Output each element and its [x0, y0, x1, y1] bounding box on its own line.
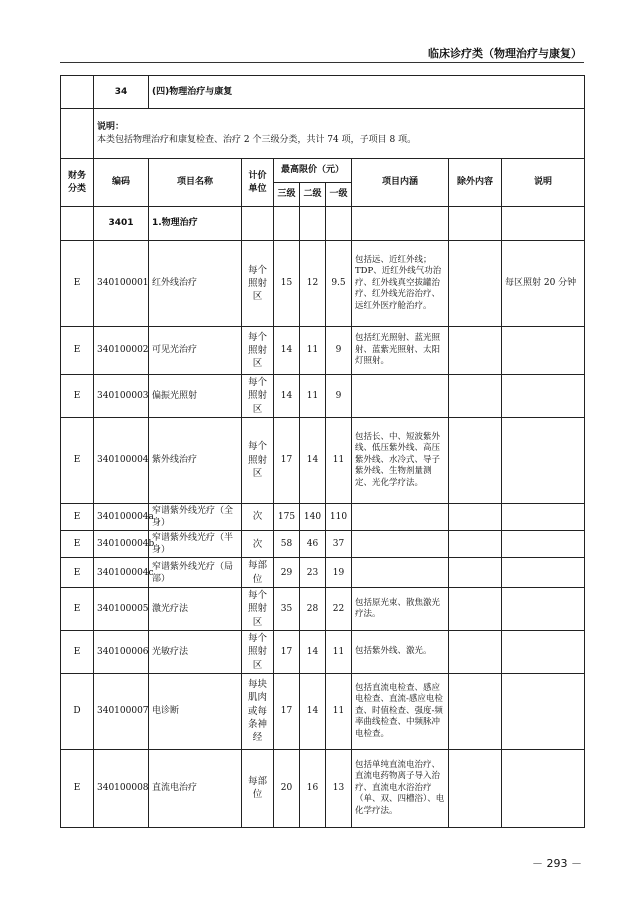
row-price-level1: 9	[326, 327, 352, 375]
table-row	[61, 558, 585, 588]
row-content	[352, 531, 449, 558]
row-name: 可见光治疗	[149, 327, 242, 375]
note-cell	[94, 109, 585, 159]
row-name: 光敏疗法	[149, 630, 242, 673]
row-price-level1: 19	[326, 558, 352, 588]
row-category: E	[61, 558, 94, 588]
row-remarks	[502, 588, 585, 631]
row-code: 340100004	[94, 417, 149, 503]
col-code: 编码	[94, 159, 149, 207]
row-price-level1: 13	[326, 749, 352, 827]
row-price-level2: 23	[300, 558, 326, 588]
row-remarks: 每区照射 20 分钟	[502, 241, 585, 327]
row-unit: 每部位	[242, 749, 274, 827]
row-category: E	[61, 327, 94, 375]
row-remarks	[502, 673, 585, 749]
table-row	[61, 375, 585, 418]
row-name: 窄谱紫外线光疗（半身）	[149, 531, 242, 558]
subsection-row	[61, 207, 585, 241]
row-unit: 每部位	[242, 558, 274, 588]
row-exclusions	[449, 558, 502, 588]
col-unit: 计价单位	[242, 159, 274, 207]
row-name: 直流电治疗	[149, 749, 242, 827]
row-exclusions	[449, 327, 502, 375]
row-price-level1: 9.5	[326, 241, 352, 327]
row-name: 窄谱紫外线光疗（全身）	[149, 503, 242, 530]
page-number: － 293 －	[532, 857, 582, 870]
table-row	[61, 241, 585, 327]
row-unit: 每个照射区	[242, 241, 274, 327]
row-price-level2: 140	[300, 503, 326, 530]
row-price-level2: 11	[300, 327, 326, 375]
row-code: 340100004a	[94, 503, 149, 530]
note-text: 本类包括物理治疗和康复检查、治疗 2 个三级分类，共计 74 项，子项目 8 项。	[97, 134, 417, 145]
section-code: 34	[94, 76, 149, 109]
row-price-level2: 16	[300, 749, 326, 827]
row-remarks	[502, 417, 585, 503]
row-content: 包括红光照射、蓝光照射、蓝紫光照射、太阳灯照射。	[352, 327, 449, 375]
row-price-level3: 175	[274, 503, 300, 530]
row-price-level1: 110	[326, 503, 352, 530]
row-remarks	[502, 630, 585, 673]
table-row	[61, 531, 585, 558]
row-category: E	[61, 630, 94, 673]
row-exclusions	[449, 588, 502, 631]
row-exclusions	[449, 241, 502, 327]
row-price-level3: 14	[274, 375, 300, 418]
section-title: (四)物理治疗与康复	[149, 76, 585, 109]
row-content: 包括原光束、散焦激光疗法。	[352, 588, 449, 631]
row-price-level3: 58	[274, 531, 300, 558]
row-price-level2: 46	[300, 531, 326, 558]
row-code: 340100004b	[94, 531, 149, 558]
row-price-level2: 14	[300, 673, 326, 749]
row-price-level3: 14	[274, 327, 300, 375]
row-code: 340100002	[94, 327, 149, 375]
row-unit: 每个照射区	[242, 630, 274, 673]
row-price-level3: 17	[274, 630, 300, 673]
row-content: 包括长、中、短波紫外线、低压紫外线、高压紫外线、水冷式、导子紫外线、生物剂量测定、光化学疗法。	[352, 417, 449, 503]
row-price-level3: 35	[274, 588, 300, 631]
row-exclusions	[449, 417, 502, 503]
row-exclusions	[449, 749, 502, 827]
row-exclusions	[449, 630, 502, 673]
col-content: 项目内涵	[352, 159, 449, 207]
row-category: E	[61, 241, 94, 327]
row-price-level1: 11	[326, 630, 352, 673]
col-level1: 一级	[326, 183, 352, 207]
row-price-level2: 12	[300, 241, 326, 327]
row-name: 紫外线治疗	[149, 417, 242, 503]
row-remarks	[502, 531, 585, 558]
row-unit: 次	[242, 503, 274, 530]
table-row	[61, 503, 585, 530]
row-code: 340100006	[94, 630, 149, 673]
row-name: 激光疗法	[149, 588, 242, 631]
row-remarks	[502, 327, 585, 375]
row-price-level3: 17	[274, 673, 300, 749]
row-remarks	[502, 749, 585, 827]
col-level2: 二级	[300, 183, 326, 207]
col-category: 财务分类	[61, 159, 94, 207]
note-row	[61, 109, 585, 159]
row-category: E	[61, 588, 94, 631]
row-price-level1: 9	[326, 375, 352, 418]
row-remarks	[502, 558, 585, 588]
fee-table	[60, 75, 585, 828]
row-price-level1: 37	[326, 531, 352, 558]
row-unit: 每个照射区	[242, 375, 274, 418]
header-rule	[60, 62, 584, 63]
row-remarks	[502, 503, 585, 530]
row-exclusions	[449, 673, 502, 749]
row-category: E	[61, 375, 94, 418]
row-category: D	[61, 673, 94, 749]
row-unit: 每个照射区	[242, 588, 274, 631]
row-exclusions	[449, 531, 502, 558]
row-content: 包括紫外线、激光。	[352, 630, 449, 673]
row-remarks	[502, 375, 585, 418]
row-content: 包括直流电检查、感应电检查、直流-感应电检查、时值检查、强度-频率曲线检查、中频脉冲电检查。	[352, 673, 449, 749]
note-label: 说明：	[97, 122, 125, 133]
running-header: 临床诊疗类（物理治疗与康复）	[428, 47, 582, 60]
row-code: 340100008	[94, 749, 149, 827]
row-price-level2: 28	[300, 588, 326, 631]
rows-body	[61, 241, 585, 828]
row-name: 偏振光照射	[149, 375, 242, 418]
row-name: 窄谱紫外线光疗（局部）	[149, 558, 242, 588]
row-category: E	[61, 531, 94, 558]
row-exclusions	[449, 375, 502, 418]
row-category: E	[61, 417, 94, 503]
row-code: 340100005	[94, 588, 149, 631]
table-row	[61, 588, 585, 631]
row-name: 电诊断	[149, 673, 242, 749]
column-header-row	[61, 159, 585, 183]
row-code: 340100007	[94, 673, 149, 749]
col-price-group: 最高限价（元）	[274, 159, 352, 183]
table-row	[61, 417, 585, 503]
row-price-level2: 14	[300, 417, 326, 503]
row-code: 340100001	[94, 241, 149, 327]
row-price-level2: 11	[300, 375, 326, 418]
row-name: 红外线治疗	[149, 241, 242, 327]
row-price-level1: 22	[326, 588, 352, 631]
row-content: 包括远、近红外线；TDP、近红外线气功治疗、红外线真空拔罐治疗、红外线光浴治疗、远红外医疗舱治疗。	[352, 241, 449, 327]
col-name: 项目名称	[149, 159, 242, 207]
row-price-level2: 14	[300, 630, 326, 673]
row-content	[352, 375, 449, 418]
table-row	[61, 673, 585, 749]
row-exclusions	[449, 503, 502, 530]
row-category: E	[61, 749, 94, 827]
table-row	[61, 630, 585, 673]
col-exclusions: 除外内容	[449, 159, 502, 207]
row-unit: 每个照射区	[242, 417, 274, 503]
row-category: E	[61, 503, 94, 530]
section-row	[61, 76, 585, 109]
table-row	[61, 749, 585, 827]
row-unit: 每块肌肉或每条神经	[242, 673, 274, 749]
row-unit: 次	[242, 531, 274, 558]
row-content	[352, 503, 449, 530]
row-price-level3: 15	[274, 241, 300, 327]
row-code: 340100004c	[94, 558, 149, 588]
row-price-level1: 11	[326, 417, 352, 503]
row-unit: 每个照射区	[242, 327, 274, 375]
row-code: 340100003	[94, 375, 149, 418]
row-price-level3: 29	[274, 558, 300, 588]
row-price-level3: 20	[274, 749, 300, 827]
col-remarks: 说明	[502, 159, 585, 207]
row-content	[352, 558, 449, 588]
row-price-level3: 17	[274, 417, 300, 503]
row-price-level1: 11	[326, 673, 352, 749]
row-content: 包括单纯直流电治疗、直流电药物离子导入治疗、直流电水浴治疗（单、双、四槽浴）、电化学疗法。	[352, 749, 449, 827]
subsection-code: 3401	[94, 207, 149, 241]
table-row	[61, 327, 585, 375]
subsection-title: 1.物理治疗	[149, 207, 242, 241]
col-level3: 三级	[274, 183, 300, 207]
